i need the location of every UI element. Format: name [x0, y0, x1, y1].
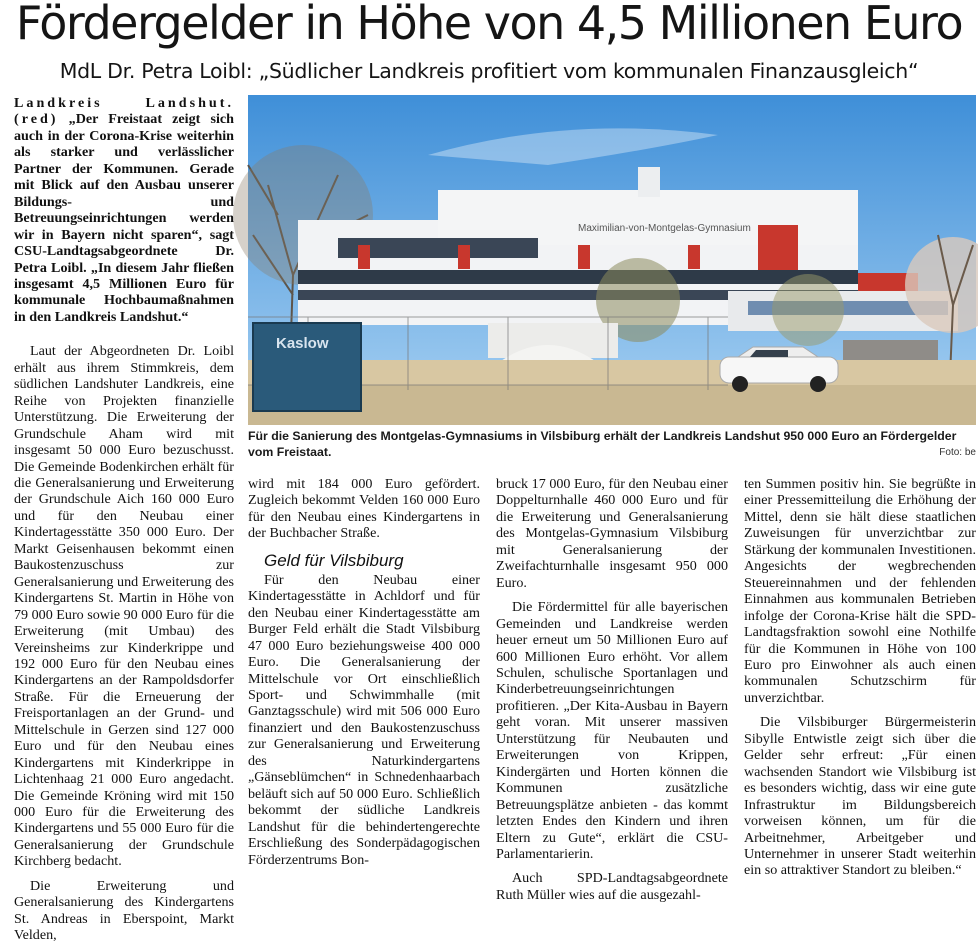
- article-column-4: [744, 476, 976, 894]
- school-photo: [248, 95, 976, 425]
- article-lead-text: „Der Freistaat zeigt sich auch in der Corona-Krise weiterhin als starker und verlässlicher Partner der Kommunen. Gerade mit Blick auf den Ausbau unserer Bildungs- und Betreuungseinrichtungen werden wir in Bayern nicht sparen“, sagt CSU-Landtagsabgeordnete Dr. Petra Loibl. „In diesem Jahr fließen insgesamt 4,5 Millionen Euro für kommunale Hochbaumaßnahmen in den Landkreis Landshut.“: [14, 111, 234, 325]
- photo-credit: Foto: be: [939, 447, 976, 458]
- photo-caption: Für die Sanierung des Montgelas-Gymnasiums in Vilsbiburg erhält der Landkreis Landshut 950 000 Euro an Fördergelder vom Freistaat.: [248, 429, 957, 459]
- article-column-3: [496, 476, 728, 903]
- article-paragraph: wird mit 184 000 Euro gefördert. Zugleich bekommt Velden 160 000 Euro für den Neubau eines Kindergartens in der Buchbacher Straße.: [248, 476, 480, 542]
- article-column-2: [248, 476, 480, 894]
- article-paragraph: Auch SPD-Landtagsabgeordnete Ruth Müller wies auf die ausgezahl-: [496, 870, 728, 903]
- article-paragraph: Die Fördermittel für alle bayerischen Gemeinden und Landkreise werden heuer erneut um 50 Millionen Euro auf 600 Millionen Euro erhöht. Vor allem Schulen, schulische Sportanlagen und Kinderbetreuungseinrichtungen profitieren. „Der Kita-Ausbau in Bayern geht voran. Mit unserer massiven Unterstützung für Neubauten und Erweiterungen von Krippen, Kindergärten und Horten können die Kommunen zusätzliche Betreuungsplätze anbieten - das kommt letzten Endes den Kindern und ihren Eltern zu Gute“, erklärt die CSU-Parlamentarierin.: [496, 599, 728, 862]
- article-paragraph: Für den Neubau einer Kindertagesstätte in Achldorf und für den Neubau einer Kindertagesstätte am Burger Feld erhält die Stadt Vilsbiburg 47 000 Euro beziehungsweise 400 000 Euro. Die Generalsanierung der Mittelschule vor Ort einschließlich Sport- und Schwimmhalle (mit Ganztagsschule) wird mit 506 000 Euro finanziert und den Baukostenzuschuss zur Generalsanierung und Erweiterung des Naturkindergartens „Gänseblümchen“ in Schnedenhaarbach beläuft sich auf 50 000 Euro. Schließlich bekommt der südliche Landkreis Landshut für die behindertengerechte Erschließung des Sonderpädagogischen Förderzentrums Bon-: [248, 571, 480, 868]
- article-paragraph: Die Erweiterung und Generalsanierung des Kindergartens St. Andreas in Eberspoint, Markt Velden,: [14, 877, 234, 944]
- article-column-1: [14, 95, 234, 944]
- subheadline: MdL Dr. Petra Loibl: „Südlicher Landkreis profitiert vom kommunalen Finanzausgleich“: [59, 59, 919, 83]
- article-paragraph: Laut der Abgeordneten Dr. Loibl erhält aus ihrem Stimmkreis, dem südlichen Landshuter Landkreis, eine Reihe von Projekten finanzielle Unterstützung. Die Erweiterung der Grundschule Aham wird mit insgesamt 50 000 Euro bezuschusst. Die Gemeinde Bodenkirchen erhält für die Generalsanierung und Erweiterung der Grundschule Aich 160 000 Euro und für den Neubau einer Kindertagesstätte 350 000 Euro. Der Markt Geisenhausen bekommt einen Baukostenzuschuss zur Generalsanierung und Erweiterung des Kindergartens St. Martin in Höhe von 79 000 Euro sowie 90 000 Euro für die Erweiterung (mit Umbau) des Vereinsheims zur Kinderkrippe und 192 000 Euro für den Neubau eines Kindergartens an der Rampoldsdorfer Straße. Für die Erneuerung der Freisportanlagen an der Grund- und Mittelschule in Gerzen sind 127 000 Euro und für den Neubau eines Kindergartens mit Kinderkrippe in Lichtenhaag 21 000 Euro angedacht. Die Gemeinde Kröning wird mit 150 000 Euro für die Erweiterung des Kindergartens und 55 000 Euro für die Generalsanierung der Grundschule Kirchberg bedacht.: [14, 343, 234, 870]
- article-lead: [14, 95, 234, 325]
- section-heading: Geld für Vilsbiburg: [264, 550, 404, 570]
- headline: Fördergelder in Höhe von 4,5 Millionen Euro: [15, 0, 963, 50]
- article-paragraph: bruck 17 000 Euro, für den Neubau einer Doppelturnhalle 460 000 Euro und für die Erweiterung und Generalsanierung des Montgelas-Gymnasium Vilsbiburg mit Generalsanierung der Zweifachturnhalle insgesamt 950 000 Euro.: [496, 476, 728, 591]
- container-sign-text: Kaslow: [276, 335, 329, 352]
- article-dateline: Landkreis Landshut. (red): [14, 95, 234, 128]
- building-sign-text: Maximilian-von-Montgelas-Gymnasium: [578, 223, 751, 234]
- article-paragraph: Die Vilsbiburger Bürgermeisterin Sibylle Entwistle zeigt sich über die Gelder sehr erfreut: „Für einen wachsenden Standort wie Vilsbiburg ist es besonders wichtig, dass wir eine gute Infrastruktur im Bildungsbereich vorweisen können, um für die Arbeitnehmer, Arbeitgeber und Unternehmer in unserer Stadt weiterhin ein so attraktiver Standort zu bleiben.“: [744, 714, 976, 879]
- article-paragraph: ten Summen positiv hin. Sie begrüßte in einer Pressemitteilung die Erhöhung der Mittel, denn sie hält diese staatlichen Zuweisungen für unverzichtbar zur Stärkung der kommunalen Investitionen. Angesichts der wegbrechenden Steuereinnahmen und der fehlenden Einnahmen aus kommunalen Betrieben infolge der Corona-Krise hält die SPD-Landtagsfraktion sowohl eine Nothilfe für die Kommunen in Höhe von 100 Euro pro Einwohner als auch einen kommunalen Schutzschirm für unverzichtbar.: [744, 476, 976, 706]
